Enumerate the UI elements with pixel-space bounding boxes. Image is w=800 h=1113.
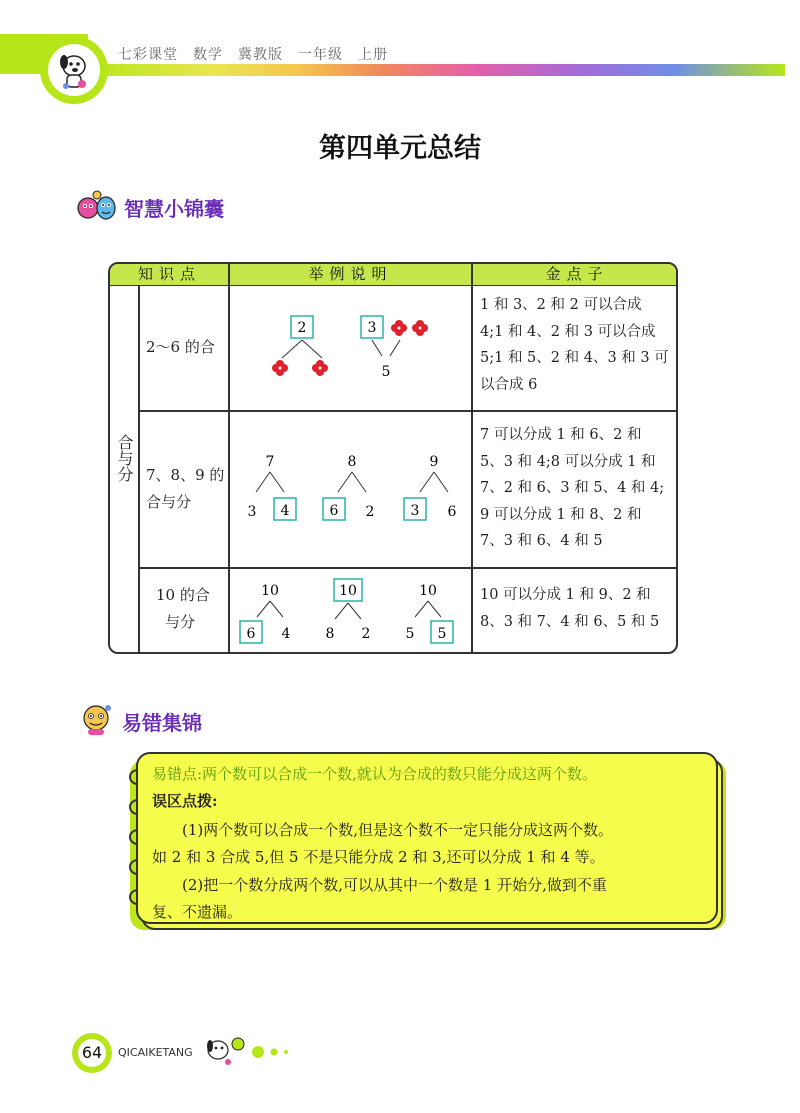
- row1-tip: [480, 292, 672, 398]
- tip-line: 5、3 和 4;8 可以分成 1 和: [480, 453, 656, 470]
- header-logo: [48, 44, 100, 96]
- section1-icon: [76, 190, 120, 228]
- row3-a-right: 4: [281, 626, 291, 642]
- tip-line: 以合成 6: [480, 376, 538, 393]
- section2-title: 易错集锦: [122, 711, 202, 735]
- cartoon-mascots-icon: [76, 190, 120, 224]
- group-label: 合与分: [115, 434, 134, 482]
- tip-line: 10 可以分成 1 和 9、2 和: [480, 587, 651, 603]
- flower-icon: [412, 320, 428, 336]
- row3-example-diagram: [230, 569, 470, 654]
- table-header-example: 举例说明: [229, 264, 472, 286]
- cartoon-character-icon: [78, 702, 114, 736]
- note-tip-label: 误区点拨:: [152, 792, 218, 810]
- row2-tip: [480, 422, 672, 555]
- puppy-mascot-icon: [48, 44, 100, 96]
- row3-a-top: 10: [261, 583, 279, 599]
- tip-line: 7 可以分成 1 和 6、2 和: [480, 427, 642, 443]
- row3-a-left: 6: [246, 626, 256, 642]
- table-header-topic: 知识点: [110, 264, 229, 286]
- flower-icon: [272, 360, 288, 376]
- row2-a-left: 3: [247, 504, 257, 520]
- row2-b-right: 2: [365, 504, 375, 520]
- flower-icon: [391, 320, 407, 336]
- table-header-tip: 金点子: [472, 264, 678, 286]
- row3-c-right: 5: [437, 626, 447, 642]
- row2-a-top: 7: [265, 454, 275, 470]
- row2-example-diagram: [230, 412, 470, 567]
- header-rainbow-strip: [88, 64, 785, 76]
- tip-line: 4;1 和 4、2 和 3 可以合成: [480, 323, 656, 340]
- note-error-line: [152, 760, 597, 788]
- row3-topic-line1: 10 的合: [156, 586, 210, 604]
- section1-title: 智慧小锦囊: [124, 197, 224, 221]
- row1-topic: 2～6 的合: [146, 338, 215, 356]
- tip-line: 8、3 和 7、4 和 6、5 和 5: [480, 613, 660, 630]
- row2-c-left: 3: [410, 503, 420, 519]
- row2-b-top: 8: [347, 454, 357, 470]
- row3-b-right: 2: [361, 626, 371, 642]
- page-number: 64: [81, 1043, 103, 1062]
- note-line-3: (2)把一个数分成两个数,可以从其中一个数是 1 开始分,做到不重: [152, 876, 607, 894]
- tip-line: 1 和 3、2 和 2 可以合成: [480, 297, 642, 313]
- header-text: 七彩课堂 数学 冀教版 一年级 上册: [118, 47, 388, 63]
- row2-a-right: 4: [280, 503, 290, 519]
- row1-example-diagram: [230, 288, 470, 410]
- row2-topic-line1: 7、8、9 的: [146, 466, 225, 484]
- note-line-2: 如 2 和 3 合成 5,但 5 不是只能分成 2 和 3,还可以分成 1 和 4 等。: [152, 848, 605, 866]
- footer-mascot-icon: [200, 1032, 300, 1072]
- tip-line: 9 可以分成 1 和 8、2 和: [480, 506, 642, 523]
- spiral-binding-icon: [114, 762, 148, 922]
- tip-line: 5;1 和 5、2 和 4、3 和 3 可: [480, 350, 669, 366]
- row1-right-bottom: 5: [381, 364, 391, 380]
- row2-c-top: 9: [429, 454, 439, 470]
- note-error-text: 两个数可以合成一个数,就认为合成的数只能分成这两个数。: [202, 765, 597, 783]
- row2-c-right: 6: [447, 504, 457, 520]
- flower-icon: [312, 360, 328, 376]
- tip-line: 7、2 和 6、3 和 5、4 和 4;: [480, 480, 665, 496]
- row3-tip: [480, 582, 672, 635]
- note-line-1: (1)两个数可以合成一个数,但是这个数不一定只能分成这两个数。: [152, 821, 614, 839]
- section2-icon: [78, 702, 114, 740]
- footer-brand: QICAIKETANG: [118, 1046, 193, 1059]
- row1-right-top: 3: [367, 320, 377, 336]
- row3-b-top: 10: [339, 583, 357, 599]
- row2-b-left: 6: [329, 503, 339, 519]
- table-divider: [471, 264, 473, 654]
- row3-topic-line2: 与分: [165, 613, 196, 631]
- knowledge-table: [108, 262, 678, 654]
- row3-b-left: 8: [325, 626, 335, 642]
- table-divider: [138, 286, 140, 654]
- row2-topic-line2: 合与分: [146, 493, 192, 511]
- note-error-label: 易错点:: [152, 765, 203, 783]
- note-line-4: 复、不遗漏。: [152, 903, 243, 921]
- page-title: 第四单元总结: [319, 133, 481, 164]
- tip-line: 7、3 和 6、4 和 5: [480, 533, 603, 549]
- row3-c-left: 5: [405, 626, 415, 642]
- row3-c-top: 10: [419, 583, 437, 599]
- row1-left-top: 2: [297, 320, 307, 336]
- note-card: [136, 752, 718, 924]
